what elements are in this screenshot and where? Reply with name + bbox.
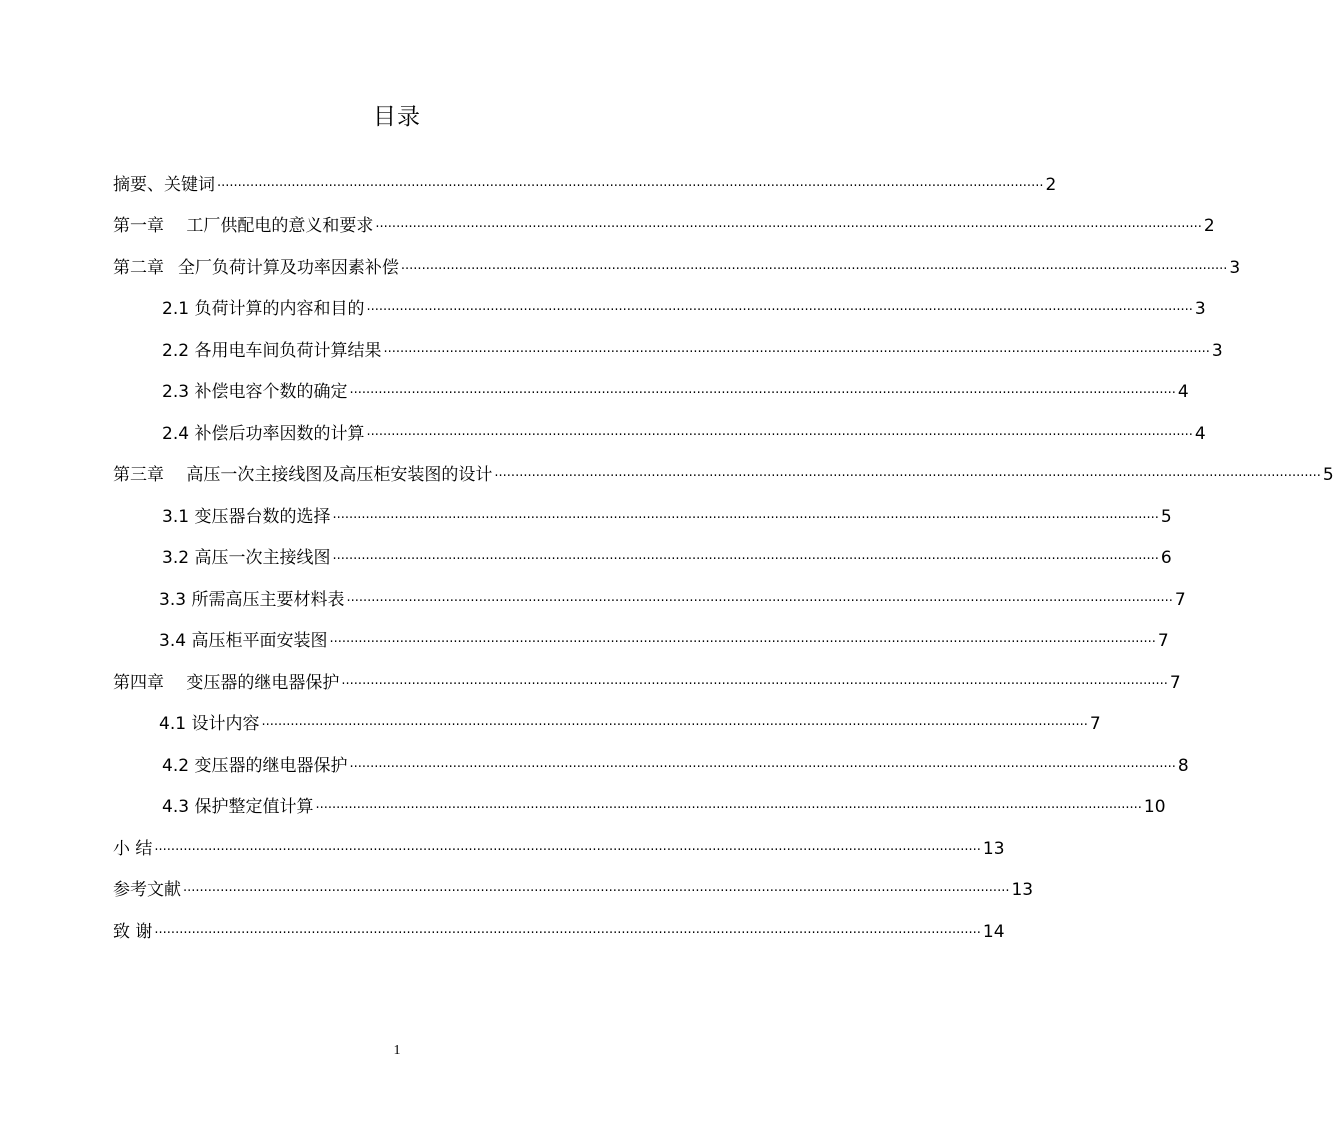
toc-entry-label: 摘要、关键词	[113, 175, 215, 195]
toc-entry-page: 13	[982, 839, 1005, 859]
toc-leader-dots: ········································································································································································································	[349, 386, 1176, 401]
toc-entry-page: 5	[1322, 465, 1334, 485]
page-number: 1	[393, 1043, 401, 1058]
toc-entry-label: 4.2 变压器的继电器保护	[162, 756, 348, 776]
toc-leader-dots: ········································································································································································································	[366, 303, 1193, 318]
toc-entry-page: 5	[1160, 507, 1172, 527]
toc-entry-section-3-1[interactable]	[0, 500, 1172, 528]
toc-entry-label: 4.1 设计内容	[159, 714, 260, 734]
toc-entry-page: 3	[1229, 258, 1241, 278]
toc-leader-dots: ········································································································································································································	[383, 345, 1210, 360]
toc-leader-dots: ········································································································································································································	[315, 801, 1142, 816]
toc-entry-chapter-3[interactable]	[0, 458, 1334, 486]
toc-entry-section-3-2[interactable]	[0, 541, 1172, 569]
toc-entry-label: 参考文献	[113, 880, 181, 900]
toc-entry-chapter-4[interactable]	[0, 666, 1181, 694]
toc-entry-section-3-3[interactable]	[0, 583, 1186, 611]
toc-entry-label: 第四章 变压器的继电器保护	[113, 673, 340, 693]
toc-entry-page: 13	[1011, 880, 1034, 900]
toc-entry-label: 3.2 高压一次主接线图	[162, 548, 331, 568]
toc-entry-section-2-1[interactable]	[0, 292, 1206, 320]
toc-entry-page: 6	[1160, 548, 1172, 568]
toc-leader-dots: ········································································································································································································	[341, 677, 1168, 692]
toc-entry-label: 3.3 所需高压主要材料表	[159, 590, 345, 610]
toc-leader-dots: ········································································································································································································	[217, 179, 1044, 194]
toc-title: 目录	[373, 104, 421, 130]
toc-entry-label: 致 谢	[113, 922, 153, 942]
toc-entry-section-4-3[interactable]	[0, 790, 1166, 818]
toc-entry-chapter-2[interactable]	[0, 251, 1241, 279]
toc-entry-label: 3.4 高压柜平面安装图	[159, 631, 328, 651]
toc-entry-label: 2.1 负荷计算的内容和目的	[162, 299, 365, 319]
toc-entry-label: 3.1 变压器台数的选择	[162, 507, 331, 527]
toc-entry-label: 2.4 补偿后功率因数的计算	[162, 424, 365, 444]
toc-entry-page: 7	[1174, 590, 1186, 610]
toc-entry-page: 4	[1177, 382, 1189, 402]
toc-entry-label: 第二章 全厂负荷计算及功率因素补偿	[113, 258, 399, 278]
toc-entry-label: 小 结	[113, 839, 153, 859]
toc-leader-dots: ········································································································································································································	[494, 469, 1321, 484]
toc-entry-page: 10	[1143, 797, 1166, 817]
toc-entry-label: 2.3 补偿电容个数的确定	[162, 382, 348, 402]
toc-entry-page: 8	[1177, 756, 1189, 776]
toc-leader-dots: ········································································································································································································	[346, 594, 1173, 609]
toc-leader-dots: ········································································································································································································	[366, 428, 1193, 443]
toc-entry-label: 4.3 保护整定值计算	[162, 797, 314, 817]
toc-entry-chapter-1[interactable]	[0, 209, 1215, 237]
toc-entry-section-2-3[interactable]	[0, 375, 1189, 403]
toc-leader-dots: ········································································································································································································	[332, 511, 1159, 526]
toc-entry-section-2-4[interactable]	[0, 417, 1206, 445]
toc-entry-acknowledgements[interactable]	[0, 915, 1005, 943]
toc-entry-references[interactable]	[0, 873, 1034, 901]
toc-leader-dots: ········································································································································································································	[183, 884, 1010, 899]
toc-entry-section-2-2[interactable]	[0, 334, 1223, 362]
toc-entry-label: 第一章 工厂供配电的意义和要求	[113, 216, 374, 236]
toc-entry-label: 2.2 各用电车间负荷计算结果	[162, 341, 382, 361]
toc-entry-page: 7	[1157, 631, 1169, 651]
toc-entry-page: 2	[1045, 175, 1057, 195]
toc-entry-abstract[interactable]	[0, 168, 1057, 196]
toc-leader-dots: ········································································································································································································	[329, 635, 1156, 650]
toc-leader-dots: ········································································································································································································	[261, 718, 1088, 733]
toc-entry-page: 7	[1169, 673, 1181, 693]
toc-entry-section-3-4[interactable]	[0, 624, 1169, 652]
toc-entry-page: 2	[1203, 216, 1215, 236]
toc-entry-label: 第三章 高压一次主接线图及高压柜安装图的设计	[113, 465, 493, 485]
toc-entry-section-4-2[interactable]	[0, 749, 1189, 777]
toc-leader-dots: ········································································································································································································	[332, 552, 1159, 567]
toc-leader-dots: ········································································································································································································	[154, 843, 981, 858]
toc-leader-dots: ········································································································································································································	[154, 926, 981, 941]
toc-entry-section-4-1[interactable]	[0, 707, 1101, 735]
toc-leader-dots: ········································································································································································································	[375, 220, 1202, 235]
toc-entry-page: 3	[1194, 299, 1206, 319]
toc-entry-summary[interactable]	[0, 832, 1005, 860]
toc-entry-page: 7	[1089, 714, 1101, 734]
toc-entry-page: 14	[982, 922, 1005, 942]
toc-entry-page: 3	[1211, 341, 1223, 361]
toc-leader-dots: ········································································································································································································	[400, 262, 1228, 277]
toc-leader-dots: ········································································································································································································	[349, 760, 1176, 775]
toc-entry-page: 4	[1194, 424, 1206, 444]
